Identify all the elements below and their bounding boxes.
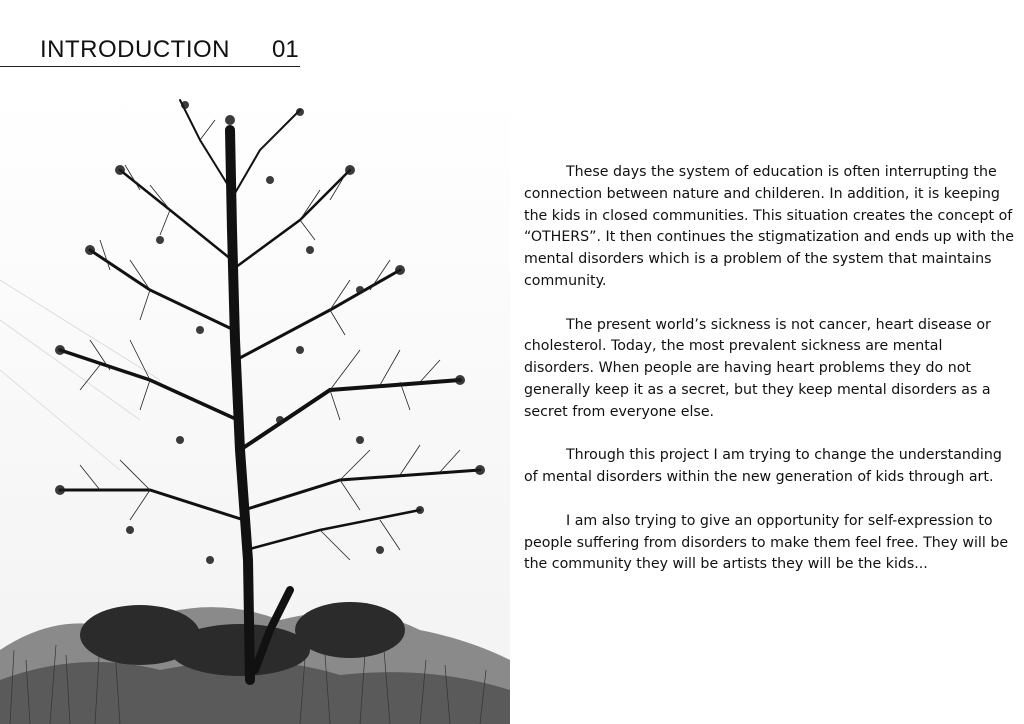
section-title: INTRODUCTION — [40, 36, 230, 63]
paragraph-1: These days the system of education is often interrupting the connection between nature and childeren. In addition, it is keeping the kids in closed communities. This situation creates the concept of “OTHERS”. It then continues the stigmatization and ends up with the mental disorders which is a problem of the system that maintains community. — [524, 164, 1014, 289]
intro-text — [524, 162, 1014, 598]
paragraph-4: I am also trying to give an opportunity for self-expression to people suffering from disorders to make them feel free. They will be the community they will be artists they will be the kids... — [524, 512, 1009, 573]
tree-photo — [0, 90, 510, 724]
paragraph-3: Through this project I am trying to change the understanding of mental disorders within the new generation of kids through art. — [524, 447, 1002, 486]
paragraph-2: The present world’s sickness is not cancer, heart disease or cholesterol. Today, the most prevalent sickness are mental disorders. When people are having heart problems they do not generally keep it as a secret, but they keep mental disorders as a secret from everyone else. — [524, 316, 991, 420]
section-number: 01 — [272, 36, 299, 63]
section-header — [0, 36, 300, 67]
